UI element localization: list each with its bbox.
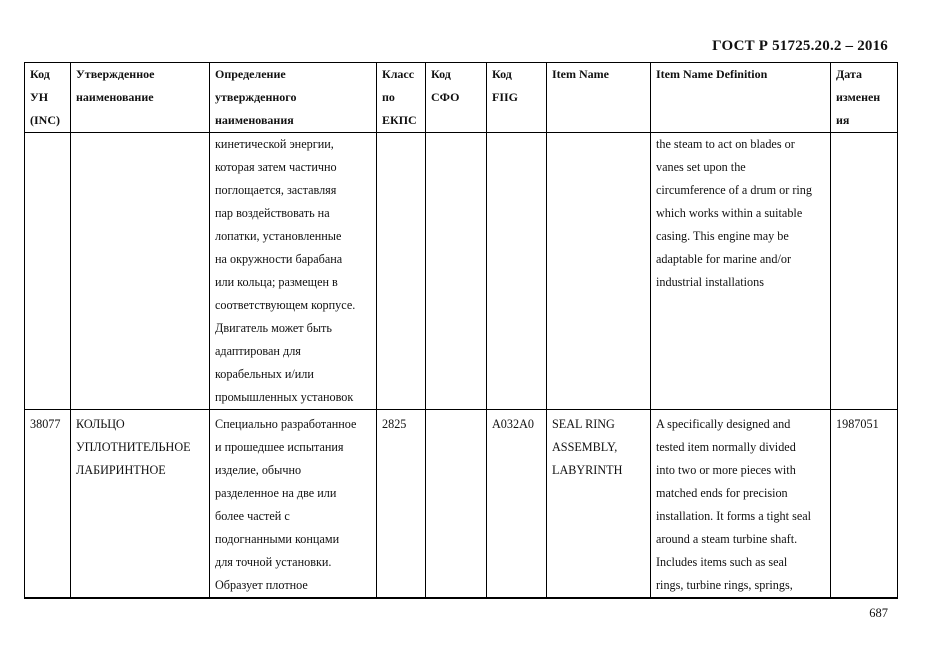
header-line: по — [382, 90, 395, 104]
header-inc — [25, 63, 71, 133]
cell-line: casing. This engine may be — [656, 229, 789, 243]
cell-approved-name — [71, 133, 210, 410]
header-line: Item Name Definition — [656, 67, 768, 81]
cell-line: 38077 — [30, 417, 61, 431]
cell-line: адаптирован для — [215, 344, 301, 358]
cell-line: industrial installations — [656, 275, 764, 289]
cell-line: installation. It forms a tight seal — [656, 509, 812, 523]
cell-line: корабельных и/или — [215, 367, 314, 381]
cell-definition-ru — [210, 410, 377, 599]
header-line: Код — [431, 67, 451, 81]
header-definition-en — [651, 63, 831, 133]
cell-item-name — [547, 133, 651, 410]
cell-line: A032A0 — [492, 417, 534, 431]
cell-line: circumference of a drum or ring — [656, 183, 812, 197]
header-line: утвержденного — [215, 90, 297, 104]
table-row — [25, 410, 898, 599]
header-line: ия — [836, 113, 850, 127]
cell-line: изделие, обычно — [215, 463, 302, 477]
cell-line: the steam to act on blades or — [656, 137, 795, 151]
cell-line: поглощается, заставляя — [215, 183, 337, 197]
header-line: Код — [30, 67, 50, 81]
table-header-row — [25, 63, 898, 133]
cell-line: КОЛЬЦО — [76, 417, 125, 431]
cell-line: и прошедшее испытания — [215, 440, 344, 454]
header-line: Item Name — [552, 67, 609, 81]
cell-item-name — [547, 410, 651, 599]
cell-line: tested item normally divided — [656, 440, 796, 454]
header-definition-ru — [210, 63, 377, 133]
cell-sfo — [426, 133, 487, 410]
cell-inc — [25, 133, 71, 410]
cell-class — [377, 133, 426, 410]
table-row — [25, 133, 898, 410]
cell-line: которая затем частично — [215, 160, 337, 174]
header-line: СФО — [431, 90, 460, 104]
page-number: 687 — [869, 606, 888, 620]
header-line: наименования — [215, 113, 294, 127]
cell-line: vanes set upon the — [656, 160, 746, 174]
cell-definition-en — [651, 133, 831, 410]
cell-line: Двигатель может быть — [215, 321, 332, 335]
cell-class — [377, 410, 426, 599]
cell-line: around a steam turbine shaft. — [656, 532, 798, 546]
header-item-name — [547, 63, 651, 133]
header-fiig — [487, 63, 547, 133]
cell-line: подогнанными концами — [215, 532, 340, 546]
cell-line: matched ends for precision — [656, 486, 788, 500]
header-line: FIIG — [492, 90, 519, 104]
cell-date — [831, 133, 898, 410]
header-line: УН — [30, 90, 49, 104]
cell-line: rings, turbine rings, springs, — [656, 578, 793, 592]
cell-fiig — [487, 410, 547, 599]
header-line: Определение — [215, 67, 286, 81]
codification-table — [24, 62, 898, 599]
cell-line: УПЛОТНИТЕЛЬНОЕ — [76, 440, 191, 454]
header-approved-name — [71, 63, 210, 133]
header-line: Класс — [382, 67, 415, 81]
cell-definition-en — [651, 410, 831, 599]
cell-line: на окружности барабана — [215, 252, 343, 266]
cell-line: лопатки, установленные — [215, 229, 342, 243]
cell-line: или кольца; размещен в — [215, 275, 338, 289]
cell-line: ASSEMBLY, — [552, 440, 618, 454]
cell-line: промышленных установок — [215, 390, 354, 404]
header-line: Дата — [836, 67, 862, 81]
cell-line: 2825 — [382, 417, 407, 431]
cell-line: более частей с — [215, 509, 290, 523]
cell-definition-ru — [210, 133, 377, 410]
cell-date — [831, 410, 898, 599]
cell-line: пар воздействовать на — [215, 206, 330, 220]
cell-line: into two or more pieces with — [656, 463, 796, 477]
cell-line: Includes items such as seal — [656, 555, 788, 569]
header-line: наименование — [76, 90, 154, 104]
cell-line: LABYRINTH — [552, 463, 623, 477]
header-line: Код — [492, 67, 512, 81]
header-line: (INC) — [30, 113, 60, 127]
cell-inc — [25, 410, 71, 599]
cell-line: кинетической энергии, — [215, 137, 334, 151]
cell-approved-name — [71, 410, 210, 599]
cell-line: Образует плотное — [215, 578, 308, 592]
cell-line: Специально разработанное — [215, 417, 357, 431]
cell-line: 1987051 — [836, 417, 879, 431]
header-sfo — [426, 63, 487, 133]
cell-sfo — [426, 410, 487, 599]
cell-line: which works within a suitable — [656, 206, 803, 220]
cell-line: для точной установки. — [215, 555, 332, 569]
header-date — [831, 63, 898, 133]
cell-line: A specifically designed and — [656, 417, 791, 431]
header-line: Утвержденное — [76, 67, 155, 81]
document-code: ГОСТ Р 51725.20.2 – 2016 — [712, 38, 888, 54]
cell-fiig — [487, 133, 547, 410]
header-class — [377, 63, 426, 133]
cell-line: SEAL RING — [552, 417, 615, 431]
cell-line: ЛАБИРИНТНОЕ — [76, 463, 166, 477]
cell-line: adaptable for marine and/or — [656, 252, 792, 266]
cell-line: соответствующем корпусе. — [215, 298, 356, 312]
cell-line: разделенное на две или — [215, 486, 337, 500]
header-line: изменен — [836, 90, 881, 104]
header-line: ЕКПС — [382, 113, 417, 127]
